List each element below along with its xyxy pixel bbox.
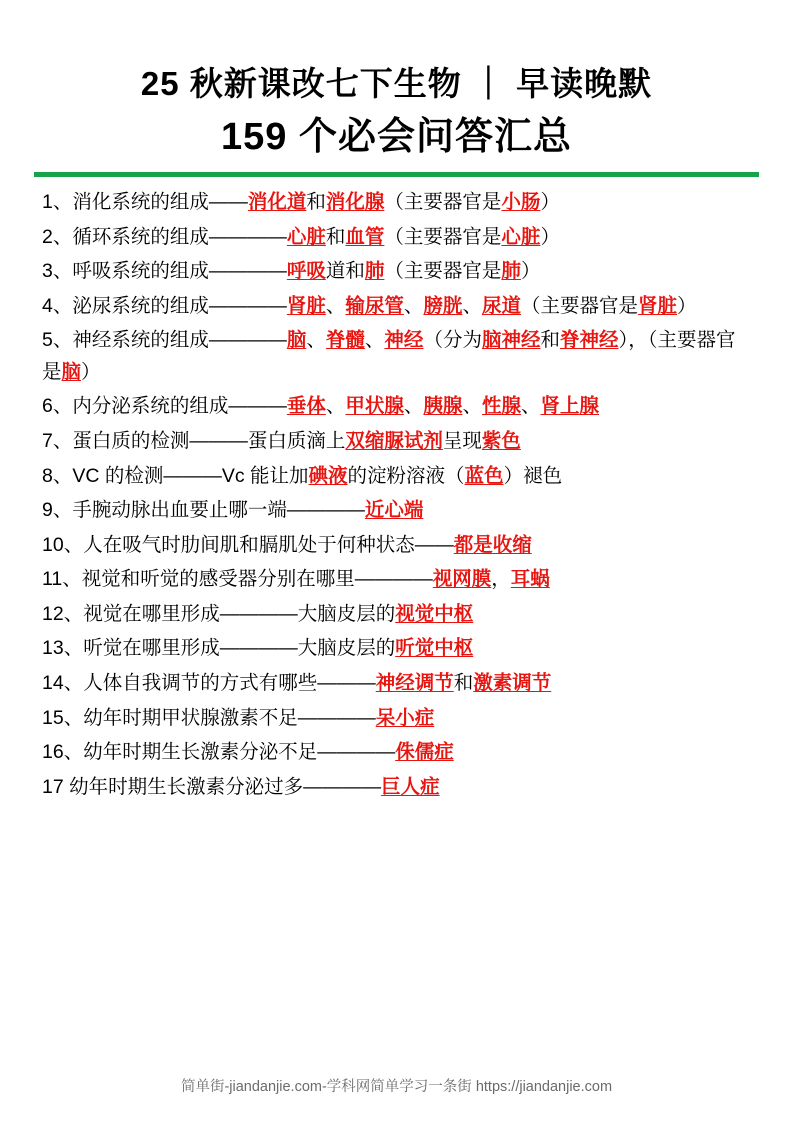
question-text: （分为 — [423, 329, 482, 352]
question-text: 14、人体自我调节的方式有哪些——— — [42, 672, 376, 695]
answer-highlight: 胰腺 — [423, 395, 463, 418]
answer-highlight: 甲状腺 — [345, 395, 404, 418]
answer-highlight: 脑 — [61, 360, 82, 383]
question-text: 17 幼年时期生长激素分泌过多———— — [42, 775, 382, 798]
answer-highlight: 消化腺 — [325, 190, 385, 213]
qa-item — [42, 737, 751, 769]
question-text: ），（主要器官是 — [42, 329, 736, 383]
answer-highlight: 肺 — [501, 260, 521, 283]
question-text: 、 — [325, 395, 346, 418]
qa-item — [42, 187, 751, 219]
qa-item — [42, 530, 751, 562]
qa-item — [42, 222, 751, 254]
question-text: 3、呼吸系统的组成———— — [42, 260, 287, 283]
qa-item — [42, 668, 751, 700]
answer-highlight: 神经调节 — [375, 672, 454, 695]
question-text: 、 — [520, 395, 541, 418]
title-block — [34, 0, 759, 162]
answer-highlight: 蓝色 — [464, 464, 504, 487]
question-text: 10、人在吸气时肋间肌和膈肌处于何种状态—— — [42, 533, 454, 556]
question-text: 16、幼年时期生长激素分泌不足———— — [42, 741, 396, 764]
question-text: 12、视觉在哪里形成————大脑皮层的 — [42, 602, 396, 625]
answer-highlight: 近心端 — [364, 499, 424, 522]
answer-highlight: 听觉中枢 — [395, 637, 474, 660]
answer-highlight: 巨人症 — [381, 775, 440, 798]
question-text: ， — [491, 568, 511, 591]
answer-highlight: 输尿管 — [345, 294, 404, 317]
answer-highlight: 耳蜗 — [510, 568, 550, 591]
question-text: 、 — [462, 395, 482, 418]
answer-highlight: 双缩脲试剂 — [345, 429, 443, 452]
answer-highlight: 脊髓 — [325, 329, 365, 352]
question-text: 、 — [325, 294, 346, 317]
question-text: 2、循环系统的组成———— — [42, 225, 287, 248]
qa-item — [42, 325, 751, 388]
answer-highlight: 紫色 — [481, 429, 521, 452]
question-text: 道和 — [325, 260, 365, 283]
question-text: （主要器官是 — [384, 260, 502, 283]
answer-highlight: 尿道 — [481, 294, 521, 317]
answer-highlight: 性腺 — [481, 395, 521, 418]
question-text: 6、内分泌系统的组成——— — [42, 395, 287, 418]
question-text: 的淀粉溶液（ — [347, 464, 465, 487]
question-text: 呈现 — [442, 429, 482, 452]
question-text: 和 — [306, 190, 326, 213]
question-text: 和 — [453, 672, 474, 695]
question-text: ）褪色 — [503, 464, 563, 487]
question-text: 、 — [403, 294, 424, 317]
qa-item — [42, 461, 751, 493]
answer-highlight: 都是收缩 — [453, 533, 532, 556]
qa-item — [42, 495, 751, 527]
question-text: ） — [520, 260, 541, 283]
question-text: ） — [540, 190, 560, 213]
page-title-line-2: 159 个必会问答汇总 — [221, 115, 572, 158]
answer-highlight: 视网膜 — [432, 568, 492, 591]
qa-item — [42, 703, 751, 735]
page-title-line-1: 25 秋新课改七下生物 ｜ 早读晚默 — [140, 65, 653, 102]
question-text: 11、视觉和听觉的感受器分别在哪里———— — [42, 568, 433, 591]
answer-highlight: 脑神经 — [481, 329, 541, 352]
answer-highlight: 小肠 — [501, 190, 541, 213]
answer-highlight: 肾脏 — [637, 294, 677, 317]
answer-highlight: 碘液 — [308, 464, 348, 487]
question-text: （主要器官是 — [520, 294, 638, 317]
question-text: 15、幼年时期甲状腺激素不足———— — [42, 706, 376, 729]
answer-highlight: 侏儒症 — [395, 741, 454, 764]
question-text: 1、消化系统的组成—— — [42, 190, 248, 213]
question-text: 5、神经系统的组成———— — [42, 329, 287, 352]
answer-highlight: 脊神经 — [559, 329, 619, 352]
answer-highlight: 肾脏 — [286, 294, 326, 317]
question-text: 、 — [306, 329, 326, 352]
answer-highlight: 心脏 — [501, 225, 541, 248]
qa-item — [42, 564, 751, 596]
footer-watermark: 简单街-jiandanjie.com-学科网简单学习一条街 https://jiandanjie.com — [180, 1079, 613, 1095]
qa-item — [42, 426, 751, 458]
answer-highlight: 脑 — [286, 329, 307, 352]
question-text: （主要器官是 — [384, 225, 502, 248]
answer-highlight: 心脏 — [286, 225, 326, 248]
question-text: 、 — [403, 395, 424, 418]
qa-item — [42, 291, 751, 323]
question-text: 9、手腕动脉出血要止哪一端———— — [42, 499, 365, 522]
answer-highlight: 激素调节 — [473, 672, 552, 695]
answer-highlight: 肺 — [364, 260, 385, 283]
title-divider — [34, 172, 759, 177]
question-text: ） — [81, 360, 101, 383]
answer-highlight: 视觉中枢 — [395, 602, 474, 625]
qa-list — [34, 187, 759, 803]
question-text: 、 — [462, 294, 482, 317]
qa-item — [42, 256, 751, 288]
answer-highlight: 神经 — [384, 329, 424, 352]
qa-item — [42, 772, 751, 804]
question-text: ） — [540, 225, 560, 248]
answer-highlight: 消化道 — [247, 190, 307, 213]
question-text: ） — [677, 294, 697, 317]
answer-highlight: 肾上腺 — [540, 395, 599, 418]
question-text: （主要器官是 — [384, 190, 502, 213]
answer-highlight: 呼吸 — [286, 260, 326, 283]
answer-highlight: 血管 — [345, 225, 385, 248]
qa-item — [42, 391, 751, 423]
qa-item — [42, 599, 751, 631]
question-text: 和 — [325, 225, 346, 248]
answer-highlight: 呆小症 — [375, 706, 435, 729]
answer-highlight: 垂体 — [286, 395, 326, 418]
question-text: 7、蛋白质的检测———蛋白质滴上 — [42, 429, 346, 452]
answer-highlight: 膀胱 — [423, 294, 463, 317]
question-text: 4、泌尿系统的组成———— — [42, 294, 287, 317]
question-text: 8、VC 的检测———Vc 能让加 — [42, 464, 309, 487]
question-text: 13、听觉在哪里形成————大脑皮层的 — [42, 637, 396, 660]
question-text: 和 — [540, 329, 560, 352]
qa-item — [42, 633, 751, 665]
question-text: 、 — [364, 329, 385, 352]
